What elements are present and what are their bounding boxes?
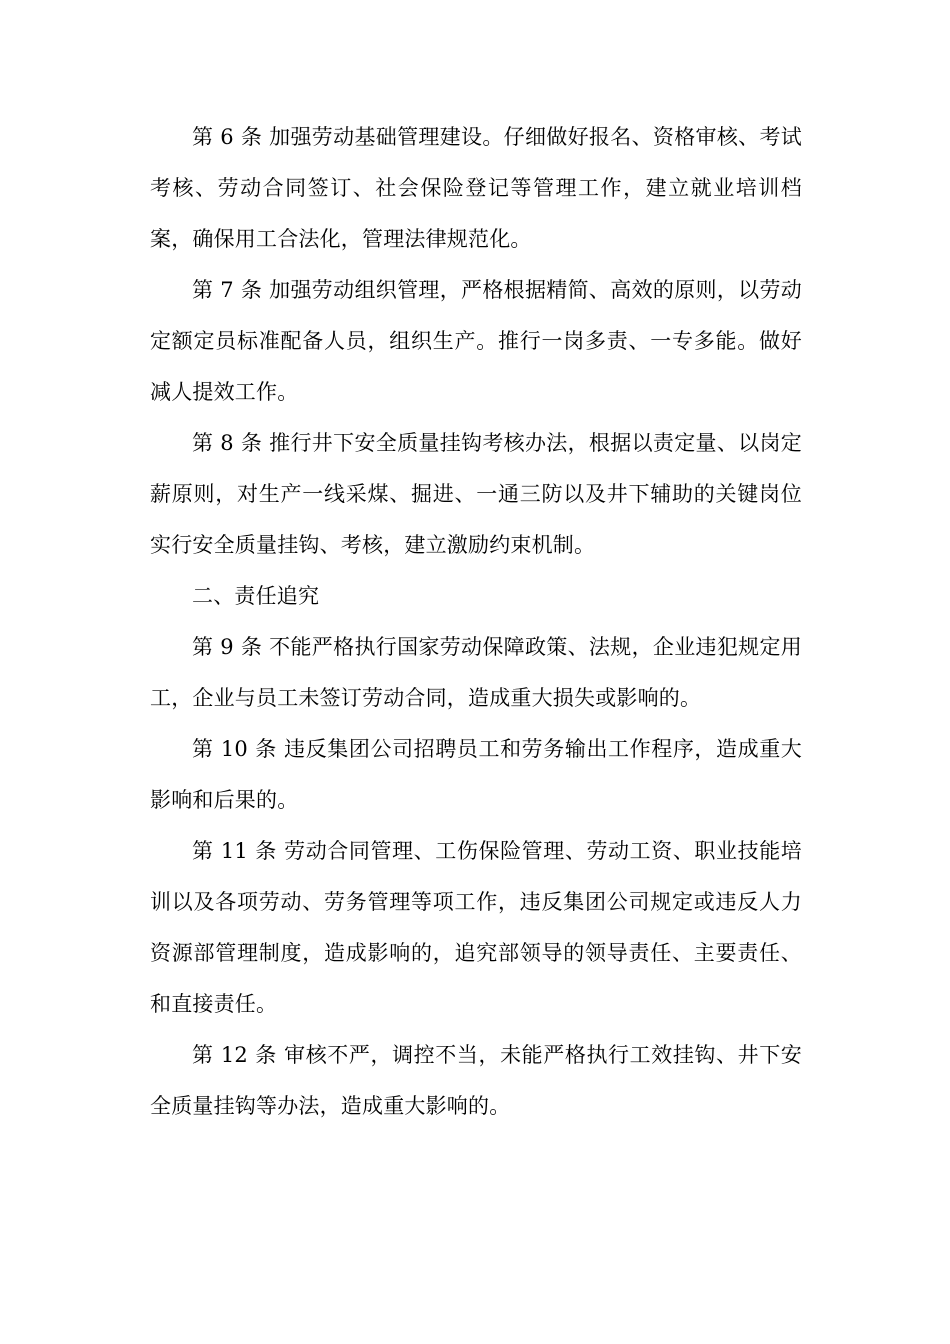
article-7-paragraph: 第 7 条 加强劳动组织管理，严格根据精简、高效的原则，以劳动定额定员标准配备人员，组织生产。推行一岗多责、一专多能。做好减人提效工作。 [150,278,802,404]
article-11-paragraph: 第 11 条 劳动合同管理、工伤保险管理、劳动工资、职业技能培训以及各项劳动、劳务管理等项工作，违反集团公司规定或违反人力资源部管理制度，造成影响的，追究部领导的领导责任、主要责任、和直接责任。 [150,839,802,1016]
document-page [150,112,802,1132]
article-9-paragraph: 第 9 条 不能严格执行国家劳动保障政策、法规，企业违犯规定用工，企业与员工未签订劳动合同，造成重大损失或影响的。 [150,635,802,710]
article-6-paragraph: 第 6 条 加强劳动基础管理建设。仔细做好报名、资格审核、考试考核、劳动合同签订、社会保险登记等管理工作，建立就业培训档案，确保用工合法化，管理法律规范化。 [150,125,802,251]
article-8-paragraph: 第 8 条 推行井下安全质量挂钩考核办法，根据以责定量、以岗定薪原则，对生产一线采煤、掘进、一通三防以及井下辅助的关键岗位实行安全质量挂钩、考核，建立激励约束机制。 [150,431,802,557]
article-10-paragraph: 第 10 条 违反集团公司招聘员工和劳务输出工作程序，造成重大影响和后果的。 [150,737,802,812]
section-heading-responsibility: 二、责任追究 [192,584,320,608]
article-12-paragraph: 第 12 条 审核不严，调控不当，未能严格执行工效挂钩、井下安全质量挂钩等办法，造成重大影响的。 [150,1043,802,1118]
